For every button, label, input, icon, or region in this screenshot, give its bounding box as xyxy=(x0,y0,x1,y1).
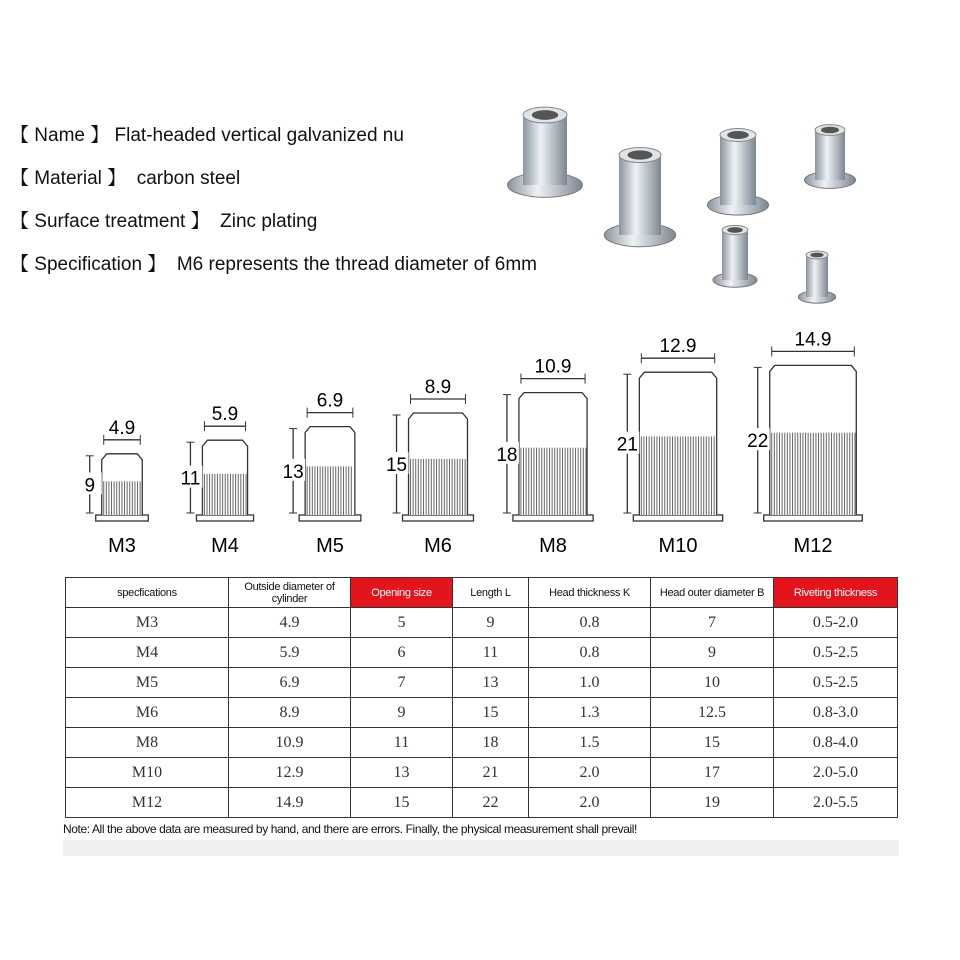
rivet-nut-photo xyxy=(798,251,835,303)
table-cell: 5.9 xyxy=(229,638,351,668)
rivet-nut-photo xyxy=(604,147,675,246)
table-cell: 9 xyxy=(453,608,529,638)
table-cell: M5 xyxy=(66,668,229,698)
table-cell: 15 xyxy=(351,788,453,818)
size-label: M8 xyxy=(539,535,567,557)
table-row xyxy=(66,608,898,638)
table-cell: 13 xyxy=(351,758,453,788)
nut-drawing-M6 xyxy=(383,377,474,557)
length-label: 11 xyxy=(180,468,201,490)
table-cell: 19 xyxy=(651,788,774,818)
table-cell: 0.8 xyxy=(529,638,651,668)
col-head-thickness: Head thickness K xyxy=(529,578,651,608)
table-cell: 8.9 xyxy=(229,698,351,728)
table-cell: 21 xyxy=(453,758,529,788)
col-spec: specfications xyxy=(66,578,229,608)
table-row xyxy=(66,788,898,818)
size-label: M5 xyxy=(316,535,344,557)
table-cell: 6 xyxy=(351,638,453,668)
table-cell: 6.9 xyxy=(229,668,351,698)
table-cell: 1.5 xyxy=(529,728,651,758)
width-label: 8.9 xyxy=(424,377,452,398)
table-cell: M6 xyxy=(66,698,229,728)
table-cell: 12.5 xyxy=(651,698,774,728)
table-cell: 18 xyxy=(453,728,529,758)
nut-drawing-M8 xyxy=(493,357,593,557)
table-cell: 0.8-4.0 xyxy=(774,728,898,758)
table-row xyxy=(66,758,898,788)
info-spec: 【 Specification 】 M6 represents the thread diameter of 6mm xyxy=(10,254,537,275)
length-label: 21 xyxy=(616,434,638,456)
table-cell: 7 xyxy=(651,608,774,638)
table-cell: 1.3 xyxy=(529,698,651,728)
width-label: 14.9 xyxy=(794,329,832,351)
table-cell: 9 xyxy=(651,638,774,668)
table-cell: 17 xyxy=(651,758,774,788)
size-label: M4 xyxy=(211,535,239,557)
length-label: 9 xyxy=(84,475,96,497)
table-cell: 2.0-5.0 xyxy=(774,758,898,788)
info-surface: 【 Surface treatment 】 Zinc plating xyxy=(10,211,318,232)
spec-table xyxy=(65,577,898,818)
table-cell: 5 xyxy=(351,608,453,638)
size-label: M12 xyxy=(793,535,833,557)
table-cell: 10.9 xyxy=(229,728,351,758)
table-cell: M10 xyxy=(66,758,229,788)
table-cell: 2.0 xyxy=(529,758,651,788)
size-diagram xyxy=(0,310,960,560)
table-row xyxy=(66,698,898,728)
table-header xyxy=(66,578,898,608)
rivet-nut-photo xyxy=(805,125,856,189)
info-name: 【 Name 】 Flat-headed vertical galvanized nu xyxy=(10,125,404,146)
table-cell: M8 xyxy=(66,728,229,758)
col-riveting-thickness: Riveting thickness xyxy=(774,578,898,608)
width-label: 12.9 xyxy=(659,336,697,358)
note: Note: All the above data are measured by hand, and there are errors. Finally, the physical measurement shall prevail! xyxy=(63,822,899,856)
table-row xyxy=(66,638,898,668)
rivet-nut-photo xyxy=(707,129,768,216)
width-label: 10.9 xyxy=(534,356,572,378)
table-cell: 2.0-5.5 xyxy=(774,788,898,818)
table-cell: 15 xyxy=(453,698,529,728)
table-cell: 0.5-2.0 xyxy=(774,608,898,638)
width-label: 5.9 xyxy=(211,404,239,426)
rivet-nut-photo xyxy=(508,107,583,197)
table-cell: 11 xyxy=(453,638,529,668)
table-cell: 4.9 xyxy=(229,608,351,638)
table-cell: 22 xyxy=(453,788,529,818)
length-label: 18 xyxy=(496,444,518,466)
col-length: Length L xyxy=(453,578,529,608)
nut-drawing-M4 xyxy=(176,404,253,557)
table-cell: 1.0 xyxy=(529,668,651,698)
col-opening-size: Opening size xyxy=(351,578,453,608)
nut-drawing-M10 xyxy=(613,336,722,557)
rivet-nut-photo xyxy=(713,225,757,287)
table-cell: 0.8 xyxy=(529,608,651,638)
length-label: 15 xyxy=(385,455,408,476)
product-photo xyxy=(490,95,890,325)
nut-drawing-M12 xyxy=(744,329,863,557)
table-cell: 13 xyxy=(453,668,529,698)
table-cell: 12.9 xyxy=(229,758,351,788)
table-cell: M12 xyxy=(66,788,229,818)
table-row xyxy=(66,728,898,758)
table-cell: 11 xyxy=(351,728,453,758)
table-cell: 15 xyxy=(651,728,774,758)
table-cell: 7 xyxy=(351,668,453,698)
table-cell: M3 xyxy=(66,608,229,638)
table-cell: 10 xyxy=(651,668,774,698)
table-cell: M4 xyxy=(66,638,229,668)
table-cell: 0.8-3.0 xyxy=(774,698,898,728)
table-row xyxy=(66,668,898,698)
nut-drawing-M3 xyxy=(76,418,149,557)
size-label: M6 xyxy=(424,535,452,557)
length-label: 13 xyxy=(282,461,304,483)
width-label: 4.9 xyxy=(108,417,136,439)
table-cell: 0.5-2.5 xyxy=(774,668,898,698)
size-label: M3 xyxy=(108,535,136,557)
table-cell: 14.9 xyxy=(229,788,351,818)
table-cell: 2.0 xyxy=(529,788,651,818)
length-label: 22 xyxy=(747,431,769,453)
table-cell: 9 xyxy=(351,698,453,728)
nut-drawing-M5 xyxy=(279,391,361,557)
size-label: M10 xyxy=(658,535,698,557)
width-label: 6.9 xyxy=(316,390,344,412)
table-cell: 0.5-2.5 xyxy=(774,638,898,668)
col-head-diameter: Head outer diameter B xyxy=(651,578,774,608)
info-material: 【 Material 】 carbon steel xyxy=(10,168,241,189)
col-outside-diameter: Outside diameter of cylinder xyxy=(229,578,351,608)
